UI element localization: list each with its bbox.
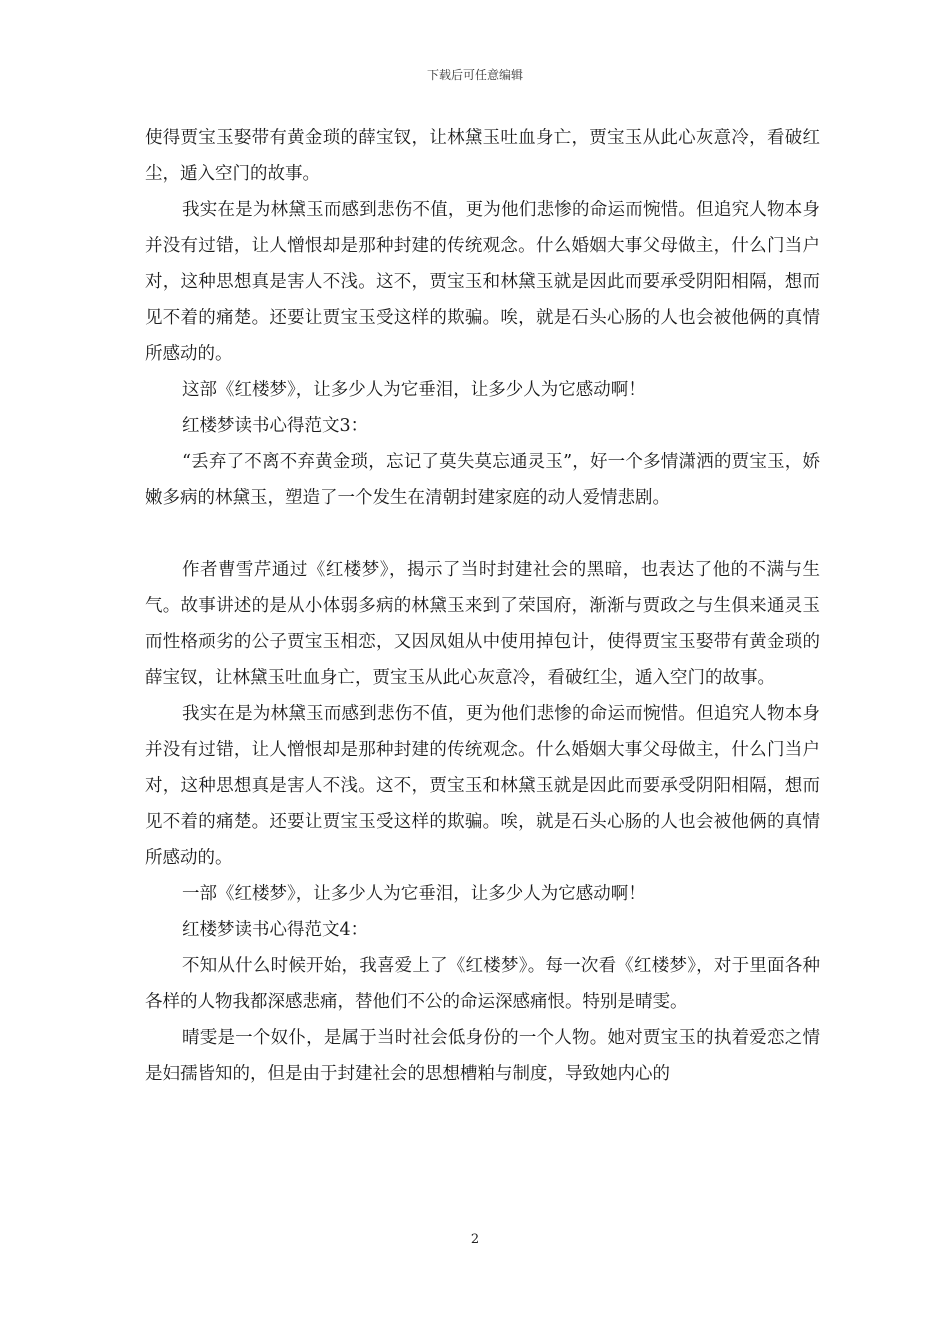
paragraph: 这部《红楼梦》，让多少人为它垂泪，让多少人为它感动啊！: [182, 380, 646, 400]
paragraph: 晴雯是一个奴仆，是属于当时社会低身份的一个人物。她对贾宝玉的执着爱恋之情是妇孺皆知的，但是由于封建社会的思想槽粕与制度，导致她内心的: [145, 1028, 820, 1084]
section-heading: 红楼梦读书心得范文4：: [182, 920, 369, 940]
document-body: [145, 120, 820, 1092]
blank-line: [145, 516, 820, 552]
paragraph: 我实在是为林黛玉而感到悲伤不值，更为他们悲惨的命运而惋惜。但追究人物本身并没有过错，让人憎恨却是那种封建的传统观念。什么婚姻大事父母做主，什么门当户对，这种思想真是害人不浅。这不，贾宝玉和林黛玉就是因此而要承受阴阳相隔，想而见不着的痛楚。还要让贾宝玉受这样的欺骗。唉，就是石头心肠的人也会被他俩的真情所感动的。: [145, 704, 820, 868]
paragraph: 一部《红楼梦》，让多少人为它垂泪，让多少人为它感动啊！: [182, 884, 646, 904]
paragraph: 不知从什么时候开始，我喜爱上了《红楼梦》。每一次看《红楼梦》，对于里面各种各样的人物我都深感悲痛，替他们不公的命运深感痛恨。特别是晴雯。: [145, 956, 820, 1012]
page-number: 2: [470, 1232, 480, 1247]
paragraph: 作者曹雪芹通过《红楼梦》，揭示了当时封建社会的黑暗，也表达了他的不满与生气。故事讲述的是从小体弱多病的林黛玉来到了荣国府，渐渐与贾政之与生俱来通灵玉而性格顽劣的公子贾宝玉相恋，又因凤姐从中使用掉包计，使得贾宝玉娶带有黄金琐的薛宝钗，让林黛玉吐血身亡，贾宝玉从此心灰意冷，看破红尘，遁入空门的故事。: [145, 560, 820, 688]
page-header: 下载后可任意编辑: [426, 68, 523, 82]
section-heading: 红楼梦读书心得范文3：: [182, 416, 369, 436]
paragraph: 我实在是为林黛玉而感到悲伤不值，更为他们悲惨的命运而惋惜。但追究人物本身并没有过错，让人憎恨却是那种封建的传统观念。什么婚姻大事父母做主，什么门当户对，这种思想真是害人不浅。这不，贾宝玉和林黛玉就是因此而要承受阴阳相隔，想而见不着的痛楚。还要让贾宝玉受这样的欺骗。唉，就是石头心肠的人也会被他俩的真情所感动的。: [145, 200, 820, 364]
paragraph: “丢弃了不离不弃黄金琐，忘记了莫失莫忘通灵玉”，好一个多情潇洒的贾宝玉，娇嫩多病的林黛玉，塑造了一个发生在清朝封建家庭的动人爱情悲剧。: [145, 452, 820, 508]
paragraph: 使得贾宝玉娶带有黄金琐的薛宝钗，让林黛玉吐血身亡，贾宝玉从此心灰意冷，看破红尘，遁入空门的故事。: [145, 128, 820, 184]
